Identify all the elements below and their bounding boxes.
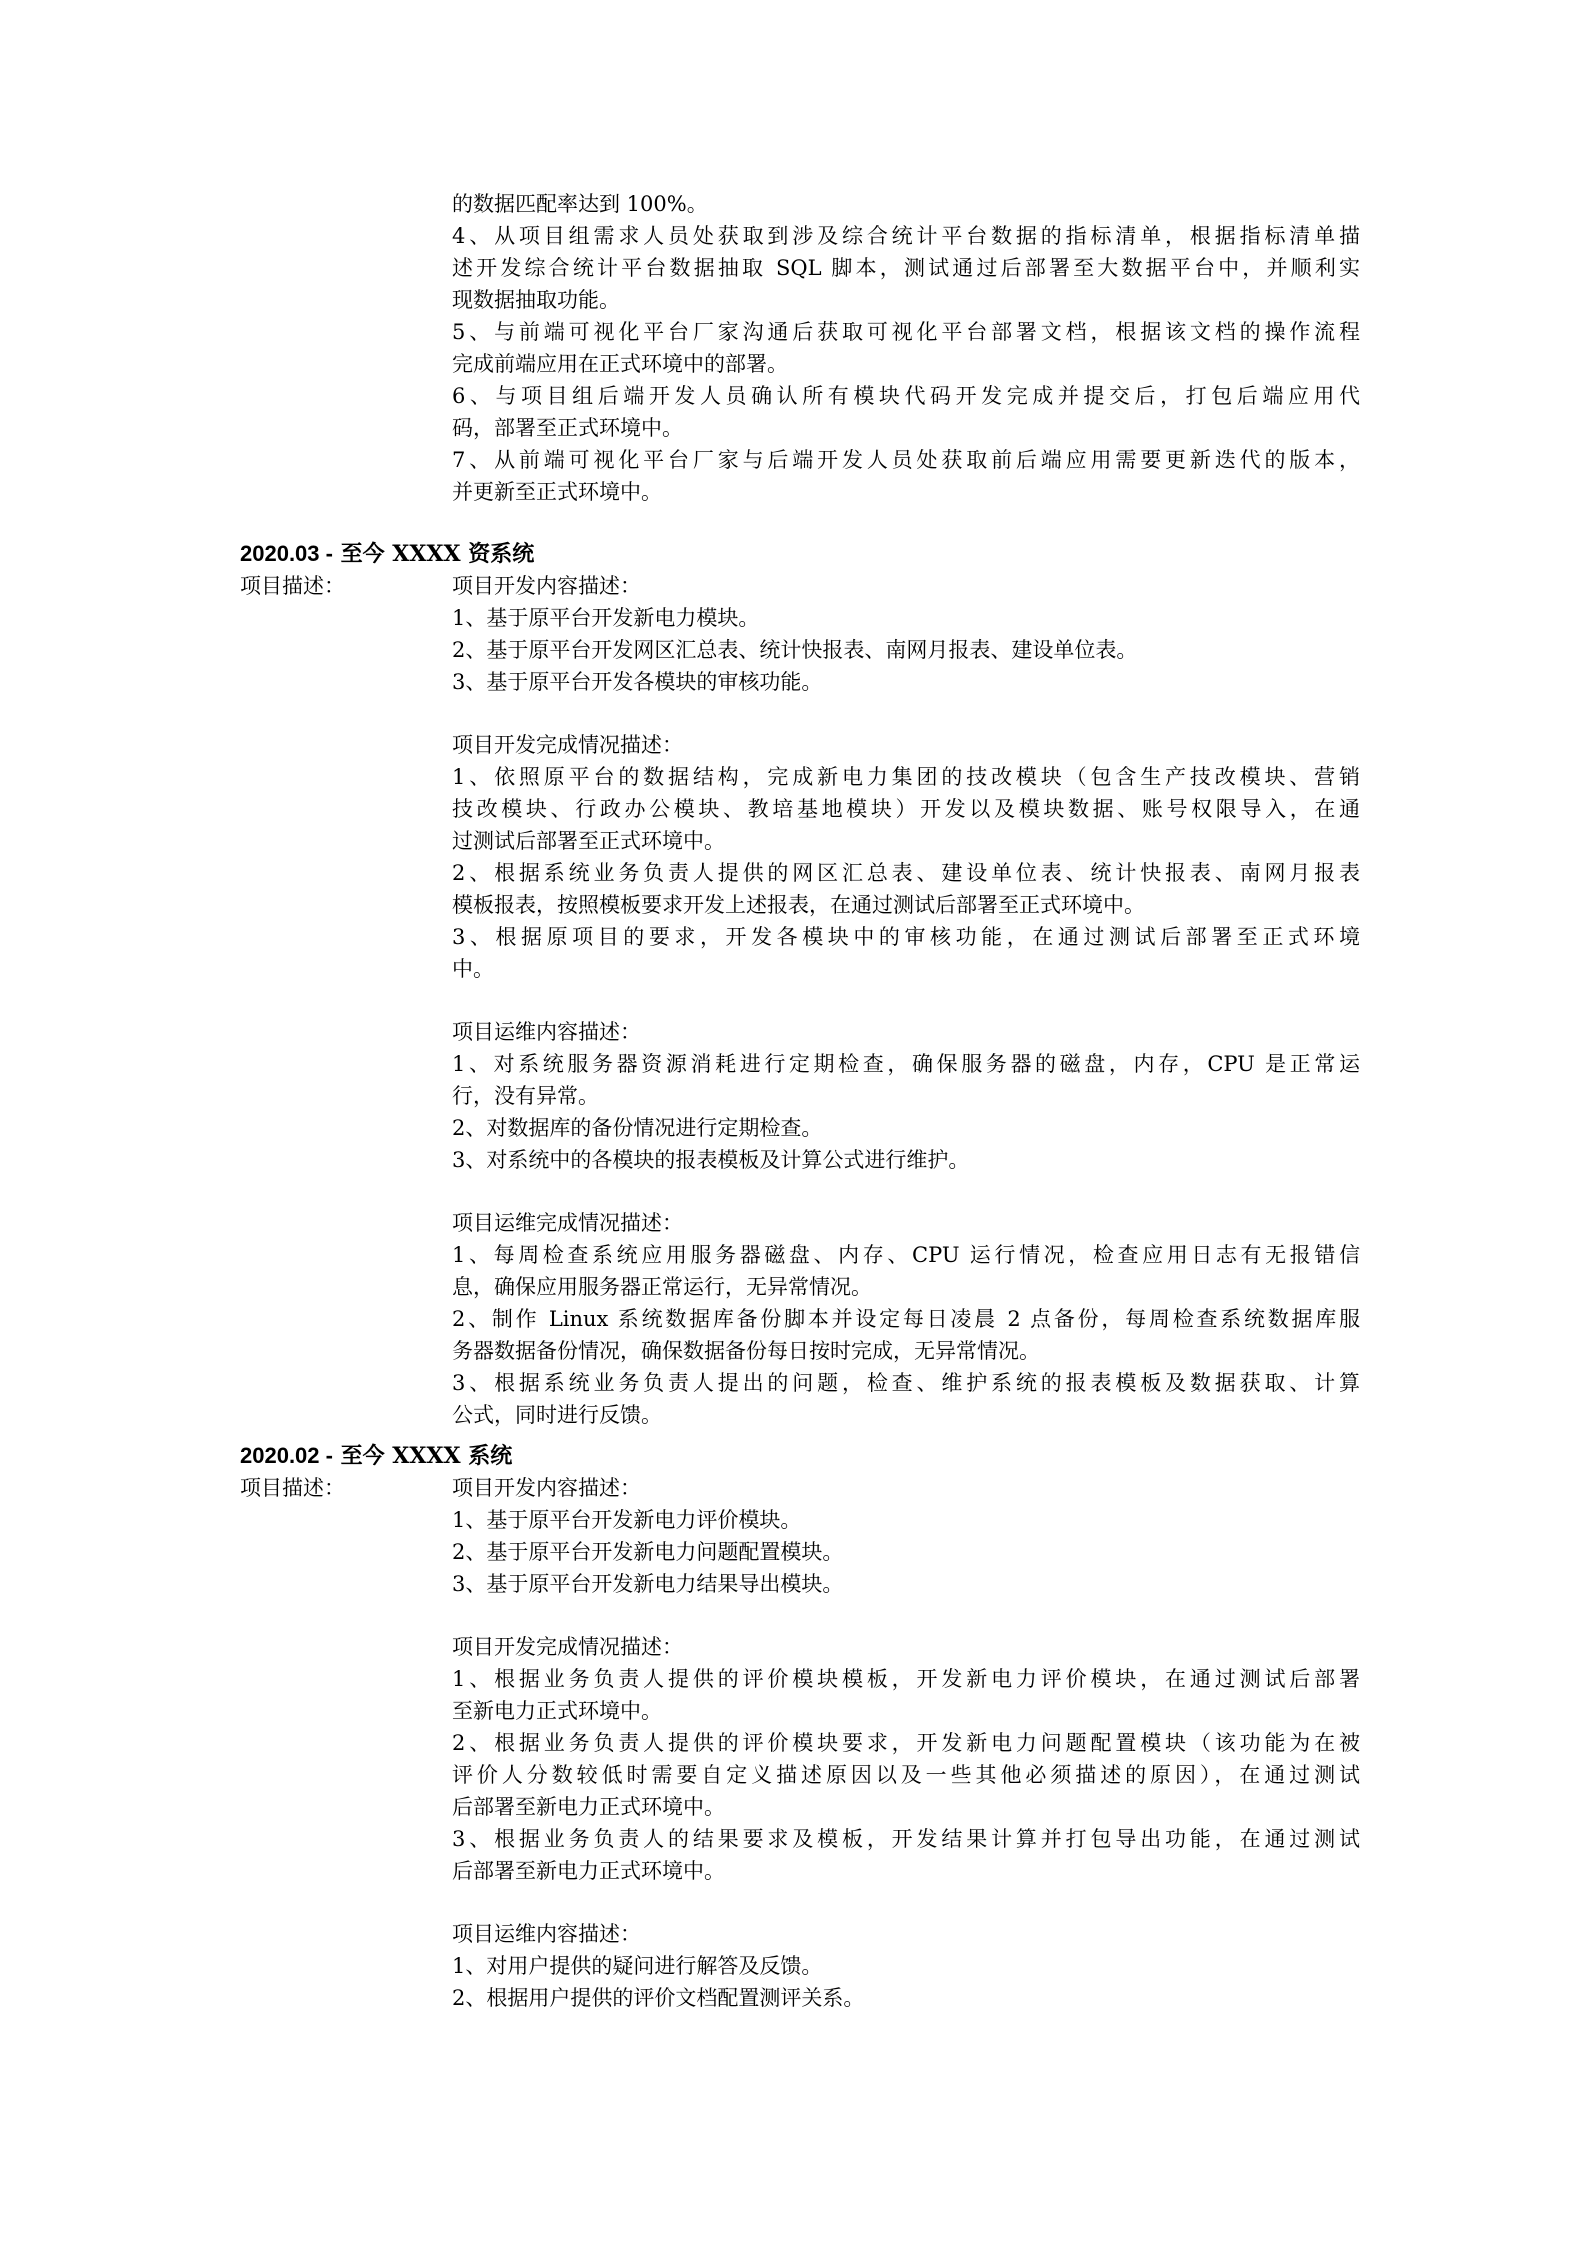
text-line: 2、制作 Linux 系统数据库备份脚本并设定每日凌晨 2 点备份，每周检查系统数据库服 bbox=[452, 1307, 1360, 1331]
text-line: 7、从前端可视化平台厂家与后端开发人员处获取前后端应用需要更新迭代的版本， bbox=[452, 448, 1360, 472]
text-line: 过测试后部署至正式环境中。 bbox=[452, 829, 725, 853]
text-line: 1、依照原平台的数据结构，完成新电力集团的技改模块（包含生产技改模块、营销 bbox=[452, 765, 1360, 789]
text-line: 2、对数据库的备份情况进行定期检查。 bbox=[452, 1116, 823, 1140]
ops-content-section bbox=[452, 1918, 1360, 2014]
previous-project-continuation bbox=[452, 188, 1360, 508]
text-line: 2、根据业务负责人提供的评价模块要求，开发新电力问题配置模块（该功能为在被 bbox=[452, 1731, 1360, 1755]
project-description bbox=[452, 1472, 1360, 2014]
ops-completion-section bbox=[452, 1207, 1360, 1431]
text-line: 1、每周检查系统应用服务器磁盘、内存、CPU 运行情况，检查应用日志有无报错信 bbox=[452, 1243, 1360, 1267]
text-line: 务器数据备份情况，确保数据备份每日按时完成，无异常情况。 bbox=[452, 1339, 1040, 1363]
text-line: 评价人分数较低时需要自定义描述原因以及一些其他必须描述的原因），在通过测试 bbox=[452, 1763, 1360, 1787]
text-line: 技改模块、行政办公模块、教培基地模块）开发以及模块数据、账号权限导入，在通 bbox=[452, 797, 1360, 821]
text-line: 1、对用户提供的疑问进行解答及反馈。 bbox=[452, 1954, 823, 1978]
text-line: 1、基于原平台开发新电力评价模块。 bbox=[452, 1508, 802, 1532]
text-line: 完成前端应用在正式环境中的部署。 bbox=[452, 352, 788, 376]
section-heading: 项目开发内容描述： bbox=[452, 574, 641, 598]
project-description-label: 项目描述： bbox=[240, 1476, 345, 1500]
text-line: 述开发综合统计平台数据抽取 SQL 脚本，测试通过后部署至大数据平台中，并顺利实 bbox=[452, 256, 1360, 280]
text-line: 息，确保应用服务器正常运行，无异常情况。 bbox=[452, 1275, 872, 1299]
text-line: 1、对系统服务器资源消耗进行定期检查，确保服务器的磁盘，内存，CPU 是正常运 bbox=[452, 1052, 1360, 1076]
project-date: 2020.02 - bbox=[240, 1443, 333, 1468]
text-line: 的数据匹配率达到 100%。 bbox=[452, 192, 708, 216]
project-title: 至今 XXXX 系统 bbox=[340, 1443, 513, 1469]
text-line: 6、与项目组后端开发人员确认所有模块代码开发完成并提交后，打包后端应用代 bbox=[452, 384, 1360, 408]
text-line: 4、从项目组需求人员处获取到涉及综合统计平台数据的指标清单，根据指标清单描 bbox=[452, 224, 1360, 248]
text-line: 现数据抽取功能。 bbox=[452, 288, 620, 312]
text-line: 5、与前端可视化平台厂家沟通后获取可视化平台部署文档，根据该文档的操作流程 bbox=[452, 320, 1360, 344]
text-line: 公式，同时进行反馈。 bbox=[452, 1403, 662, 1427]
text-line: 码，部署至正式环境中。 bbox=[452, 416, 683, 440]
text-line: 2、根据用户提供的评价文档配置测评关系。 bbox=[452, 1986, 865, 2010]
text-line: 1、根据业务负责人提供的评价模块模板，开发新电力评价模块，在通过测试后部署 bbox=[452, 1667, 1360, 1691]
text-line: 2、基于原平台开发网区汇总表、统计快报表、南网月报表、建设单位表。 bbox=[452, 638, 1138, 662]
project-heading bbox=[240, 538, 534, 570]
text-line: 模板报表，按照模板要求开发上述报表，在通过测试后部署至正式环境中。 bbox=[452, 893, 1145, 917]
project-description-label: 项目描述： bbox=[240, 574, 345, 598]
text-line: 1、基于原平台开发新电力模块。 bbox=[452, 606, 760, 630]
text-line: 2、根据系统业务负责人提供的网区汇总表、建设单位表、统计快报表、南网月报表 bbox=[452, 861, 1360, 885]
text-line: 后部署至新电力正式环境中。 bbox=[452, 1795, 725, 1819]
project-title: 至今 XXXX 资系统 bbox=[340, 541, 535, 567]
dev-content-section bbox=[452, 570, 1360, 698]
ops-content-section bbox=[452, 1016, 1360, 1176]
section-heading: 项目开发完成情况描述： bbox=[452, 1635, 683, 1659]
section-heading: 项目开发完成情况描述： bbox=[452, 733, 683, 757]
text-line: 中。 bbox=[452, 957, 494, 981]
text-line: 3、根据原项目的要求，开发各模块中的审核功能，在通过测试后部署至正式环境 bbox=[452, 925, 1360, 949]
text-line: 3、根据业务负责人的结果要求及模板，开发结果计算并打包导出功能，在通过测试 bbox=[452, 1827, 1360, 1851]
section-heading: 项目运维内容描述： bbox=[452, 1020, 641, 1044]
text-line: 3、基于原平台开发新电力结果导出模块。 bbox=[452, 1572, 844, 1596]
dev-completion-section bbox=[452, 1631, 1360, 1887]
dev-completion-section bbox=[452, 729, 1360, 985]
project-heading bbox=[240, 1440, 512, 1472]
section-heading: 项目运维内容描述： bbox=[452, 1922, 641, 1946]
text-line: 3、对系统中的各模块的报表模板及计算公式进行维护。 bbox=[452, 1148, 970, 1172]
text-line: 后部署至新电力正式环境中。 bbox=[452, 1859, 725, 1883]
project-date: 2020.03 - bbox=[240, 541, 333, 566]
dev-content-section bbox=[452, 1472, 1360, 1600]
section-heading: 项目运维完成情况描述： bbox=[452, 1211, 683, 1235]
text-line: 3、根据系统业务负责人提出的问题，检查、维护系统的报表模板及数据获取、计算 bbox=[452, 1371, 1360, 1395]
text-line: 3、基于原平台开发各模块的审核功能。 bbox=[452, 670, 823, 694]
text-line: 至新电力正式环境中。 bbox=[452, 1699, 662, 1723]
section-heading: 项目开发内容描述： bbox=[452, 1476, 641, 1500]
text-line: 行，没有异常。 bbox=[452, 1084, 599, 1108]
text-line: 并更新至正式环境中。 bbox=[452, 480, 662, 504]
text-line: 2、基于原平台开发新电力问题配置模块。 bbox=[452, 1540, 844, 1564]
project-description bbox=[452, 570, 1360, 1431]
